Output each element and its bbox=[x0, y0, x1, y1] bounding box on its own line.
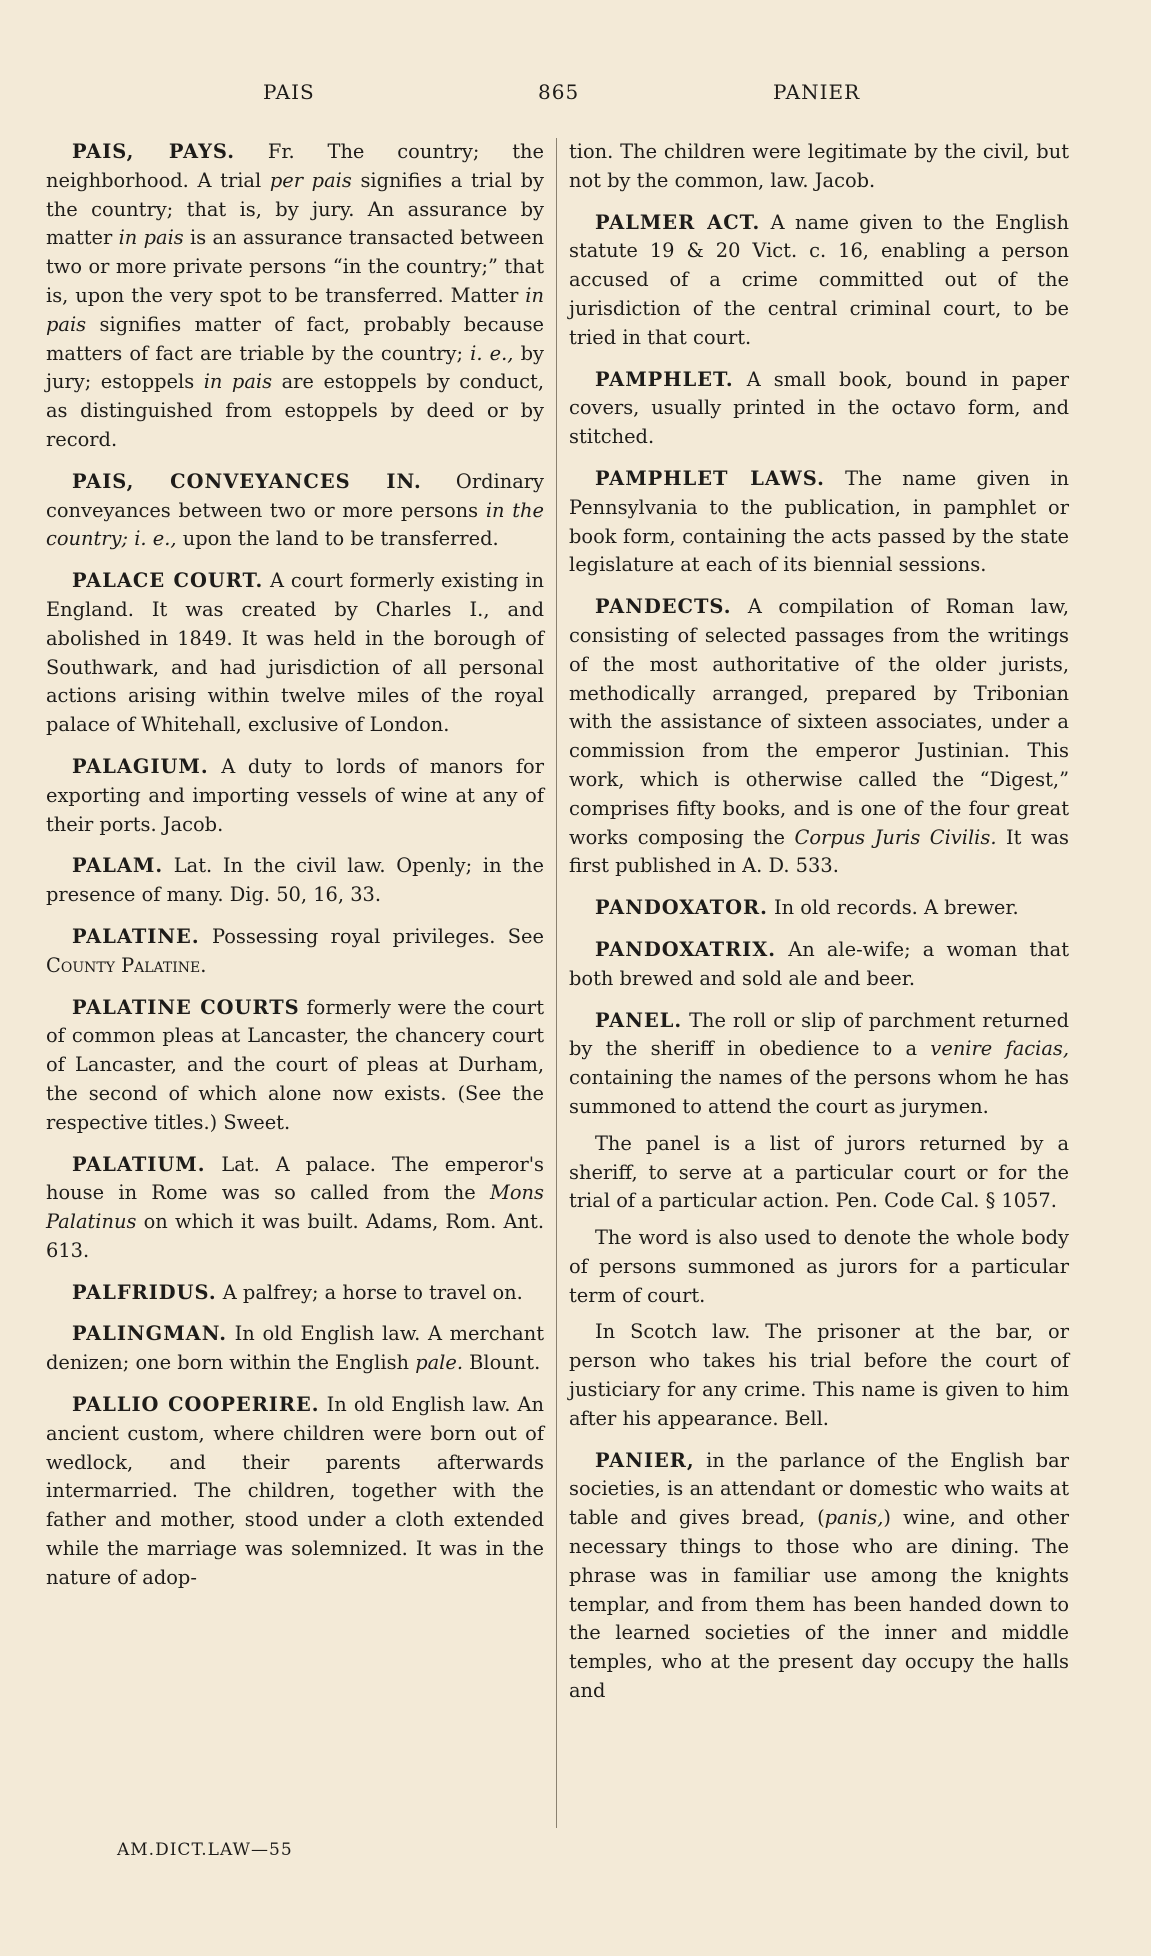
panel-paragraph: The word is also used to denote the whole body of persons summoned as jurors for a particular term of court. bbox=[569, 1226, 1069, 1307]
definition-text: on which it was built. Adams, Rom. Ant. 613. bbox=[46, 1210, 544, 1262]
italic-term: in pais bbox=[46, 283, 544, 336]
headword: PALFRIDUS. bbox=[72, 1280, 217, 1304]
definition-text: upon the land to be transferred. bbox=[176, 527, 499, 551]
entry-panel bbox=[569, 1007, 1069, 1122]
definition-text: is an assurance transacted between two or more private persons “in the country;” that is, upon the very spot to be transferred. Matter bbox=[46, 226, 544, 307]
definition-text: Lat. A palace. The emperor's house in Rome was so called from the bbox=[46, 1152, 544, 1205]
definition-text: An ale-wife; a woman that both brewed and sold ale and beer. bbox=[569, 937, 1069, 990]
italic-term: Corpus Juris Civilis. bbox=[794, 825, 997, 849]
entry-palfridus bbox=[46, 1279, 544, 1308]
headword: PALMER ACT. bbox=[595, 210, 761, 234]
definition-text: Lat. In the civil law. Openly; in the presence of many. Dig. 50, 16, 33. bbox=[46, 854, 544, 907]
headword: PAMPHLET. bbox=[595, 367, 734, 391]
entry-pandoxator bbox=[569, 894, 1069, 923]
italic-term: venire facias, bbox=[930, 1037, 1070, 1061]
header-left-guideword: PAIS bbox=[263, 80, 315, 104]
entry-pamphlet-laws bbox=[569, 465, 1069, 580]
definition-text: The name given in Pennsylvania to the publication, in pamphlet or book form, containing the acts passed by the state legislature at each of its biennial sessions. bbox=[569, 466, 1069, 577]
entry-pandoxatrix bbox=[569, 936, 1069, 994]
signature-mark: AM.DICT.LAW—55 bbox=[117, 1840, 293, 1860]
definition-text: In old English law. A merchant denizen; one born within the English bbox=[46, 1322, 544, 1375]
headword: PALATIUM. bbox=[72, 1152, 206, 1176]
italic-term: Mons Palatinus bbox=[46, 1181, 544, 1234]
entry-palatine bbox=[46, 923, 544, 981]
italic-term: pale. bbox=[415, 1351, 464, 1375]
headword: PANDOXATRIX. bbox=[595, 937, 777, 961]
headword: PALACE COURT. bbox=[72, 569, 264, 593]
entry-palingman bbox=[46, 1320, 544, 1378]
right-column bbox=[569, 138, 1069, 1719]
definition-text: A small book, bound in paper covers, usually printed in the octavo form, and stitched. bbox=[569, 367, 1069, 449]
definition-text: formerly were the court of common pleas at Lancaster, the chancery court of Lancaster, and the court of pleas at Durham, the second of which alone now exists. (See the respective titles.) Sweet. bbox=[46, 995, 544, 1134]
headword: PALAM. bbox=[72, 854, 164, 878]
definition-text: containing the names of the persons whom he has summoned to attend the court as jurymen. bbox=[569, 1066, 1069, 1118]
definition-text: are estoppels by conduct, as distinguished from estoppels by deed or by record. bbox=[46, 370, 544, 451]
headword: PAIS, CONVEYANCES IN. bbox=[72, 469, 422, 493]
definition-text: Possessing royal privileges. See bbox=[199, 924, 544, 948]
definition-text: in the parlance of the English bar societies, is an attendant or domestic who waits at table and gives bread, ( bbox=[569, 1448, 1069, 1530]
headword: PALAGIUM. bbox=[72, 754, 209, 778]
entry-pandects bbox=[569, 593, 1069, 881]
headword: PANEL. bbox=[595, 1008, 683, 1032]
headword: PALINGMAN. bbox=[72, 1322, 227, 1346]
entry-panier bbox=[569, 1447, 1069, 1706]
definition-text: by jury; estoppels bbox=[46, 341, 544, 394]
definition-text: Blount. bbox=[463, 1351, 541, 1375]
entry-pais bbox=[46, 138, 544, 455]
headword: PALLIO COOPERIRE. bbox=[72, 1393, 320, 1417]
definition-text: A court formerly existing in England. It was created by Charles I., and abolished in 1849. It was held in the borough of Southwark, and had jurisdiction of all personal actions arising within twelve miles of the royal palace of Whitehall, exclusive of London. bbox=[46, 569, 545, 737]
definition-text: ) wine, and other necessary things to those who are dining. The phrase was in familiar use among the knights templar, and from them has been handed down to the learned societies of the inner and middle temples, who at the present day occupy the halls and bbox=[569, 1506, 1069, 1703]
entry-pamphlet bbox=[569, 366, 1069, 452]
italic-term: in pais bbox=[203, 370, 273, 394]
definition-text: It was first published in A. D. 533. bbox=[569, 825, 1069, 878]
italic-term: in pais bbox=[118, 226, 184, 250]
definition-text: A duty to lords of manors for exporting and importing vessels of wine at any of their ports. Jacob. bbox=[46, 754, 544, 836]
italic-term: per pais bbox=[269, 168, 352, 192]
definition-text: signifies matter of fact, probably because matters of fact are triable by the country; bbox=[46, 312, 544, 365]
italic-term: panis, bbox=[824, 1506, 884, 1530]
headword: PALATINE. bbox=[72, 924, 200, 948]
headword: PALATINE COURTS bbox=[72, 995, 300, 1019]
headword: PANIER, bbox=[595, 1448, 695, 1472]
panel-paragraph: The panel is a list of jurors returned by a sheriff, to serve at a particular court or for the trial of a particular action. Pen. Code Cal. § 1057. bbox=[569, 1131, 1069, 1213]
running-header bbox=[0, 80, 1151, 114]
left-column bbox=[46, 138, 544, 1606]
definition-text: A palfrey; a horse to travel on. bbox=[216, 1280, 523, 1304]
definition-text: A name given to the English statute 19 & 20 Vict. c. 16, enabling a person accused of a crime committed out of the jurisdiction of the central criminal court, to be tried in that court. bbox=[569, 210, 1069, 349]
definition-text: signifies a trial by the country; that is, by jury. An assurance by matter bbox=[46, 168, 544, 250]
entry-continuation: tion. The children were legitimate by the civil, but not by the common, law. Jacob. bbox=[569, 140, 1069, 192]
entry-palatium bbox=[46, 1151, 544, 1266]
headword: PANDOXATOR. bbox=[595, 896, 768, 920]
entry-palace-court bbox=[46, 567, 544, 740]
definition-text: Fr. The country; the neighborhood. A trial bbox=[46, 140, 544, 192]
definition-text: In old records. A brewer. bbox=[767, 896, 1019, 920]
entry-pallio-cooperire bbox=[46, 1391, 544, 1593]
headword: PAIS, PAYS. bbox=[72, 140, 235, 163]
header-right-guideword: PANIER bbox=[773, 80, 861, 104]
definition-text: In old English law. An ancient custom, where children were born out of wedlock, and their parents afterwards intermarried. The children, together with the father and mother, stood under a cloth extended while the marriage was solemnized. It was in the nature of adop- bbox=[46, 1393, 544, 1589]
definition-text: A compilation of Roman law, consisting of selected passages from the writings of the most authoritative of the older jurists, methodically arranged, prepared by Tribonian with the assistance of sixteen associates, under a commission from the emperor Justinian. This work, which is otherwise called the “Digest,” comprises fifty books, and is one of the four great works composing the bbox=[569, 595, 1069, 849]
cross-reference: County Palatine. bbox=[46, 953, 207, 977]
column-divider bbox=[556, 138, 557, 1828]
entry-palam bbox=[46, 852, 544, 910]
entry-pais-conveyances bbox=[46, 468, 544, 554]
headword: PAMPHLET LAWS. bbox=[595, 466, 825, 490]
page-number: 865 bbox=[538, 80, 580, 104]
definition-text: Ordinary conveyances between two or more persons bbox=[46, 469, 544, 522]
entry-palmer-act bbox=[569, 209, 1069, 353]
entry-palatine-courts bbox=[46, 994, 544, 1138]
entry-palagium bbox=[46, 753, 544, 839]
italic-term: i. e., bbox=[470, 341, 514, 365]
headword: PANDECTS. bbox=[595, 595, 732, 619]
definition-text: The roll or slip of parchment returned by the sheriff in obedience to a bbox=[569, 1008, 1069, 1061]
panel-paragraph: In Scotch law. The prisoner at the bar, or person who takes his trial before the court of justiciary for any crime. This name is given to him after his appearance. Bell. bbox=[569, 1320, 1069, 1430]
italic-term: in the country; i. e., bbox=[46, 498, 544, 551]
